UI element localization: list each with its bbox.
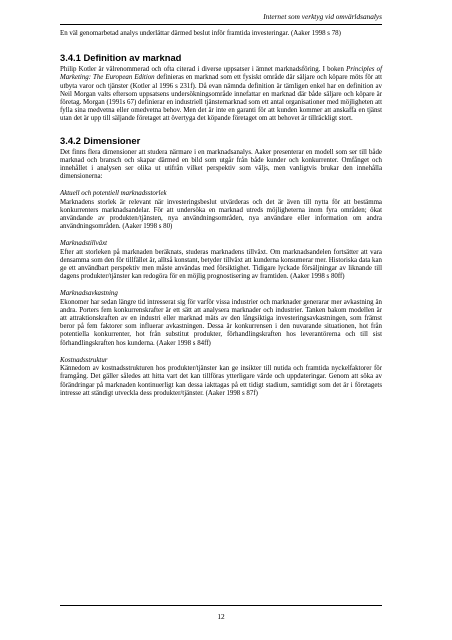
book-title: Principles of Marketing: The European Edition bbox=[60, 66, 383, 82]
subheading-market-return: Marknadsavkastning bbox=[60, 290, 118, 298]
definition-text-rest: definieras en marknad som ett fysiskt område där säljare och köpare möts för att utbyta varor och tjänster (Kotler al 1996 s 231f). Då evan nämnda definition är tämligen enkel har en definition av Neil Morgan valts eftersom uppsatsens undersökningsområde innefattar en marknad där både säljare och köpare är företag. Morgan (1991s 67) definierar en industriell tjänstemarknad som ett antal organisationer med möjligheten att fylla sina medvetna eller omedvetna behov. Men det är inte en garanti för att kunden kommer att anskaffa en tjänst utan det är upp till säljande företaget att övertyga det köpande företaget om att behovet är tillräckligt stort. bbox=[60, 74, 382, 123]
header-divider bbox=[60, 24, 382, 25]
market-size-paragraph: Marknadens storlek är relevant när investeringsbeslut utvärderas och det är även till nytta för att bestämma konkurrenters marknadsandelar. För att undersöka en marknad utreds möjligheterna inom fyra områden; ökat användande av produkten/tjänsten, nya användningsområden, nya användare eller information om andra användningsområden. (Aaker 1998 s 80) bbox=[60, 198, 382, 231]
cost-structure-paragraph: Kännedom av kostnadsstrukturen hos produkter/tjänster kan ge insikter till nutida och framtida nyckelfaktorer för framgång. Det gäller således att hitta vart det kan tillföras ytterligare värde och uppdateringar. Genom att söka av förändringar på marknaden kontinuerligt kan dessa iakttagas på ett tidigt stadium, samtidigt som det är i företagets intresse att ständigt utveckla dess produkter/tjänster. (Aaker 1998 s 87f) bbox=[60, 365, 382, 397]
footer-divider bbox=[60, 605, 382, 606]
page-number: 12 bbox=[217, 612, 225, 621]
subheading-market-size: Aktuell och potentiell marknadsstorlek bbox=[60, 190, 167, 198]
running-header: Internet som verktyg vid omvärldsanalys bbox=[263, 12, 382, 21]
intro-paragraph: En väl genomarbetad analys underlättar därmed beslut inför framtida investeringar. (Aaker 1998 s 78) bbox=[60, 30, 341, 37]
section-heading-dimensions: 3.4.2 Dimensioner bbox=[60, 134, 141, 146]
dimensions-intro-paragraph: Det finns flera dimensioner att studera närmare i en marknadsanalys. Aaker presenterar en modell som ser till både marknad och bransch och skapar därmed en bild som utgår från både kunder och konkurrenter. Omfånget och innehållet i analysen ser olika ut utifrån vilket perspektiv som väljs, men vanligtvis brukar den innehålla dimensionerna: bbox=[60, 148, 382, 181]
definition-text-start: Philip Kotler är välrenommerad och ofta citerad i diverse uppsatser i ämnet marknadsföring. I boken bbox=[60, 66, 347, 74]
market-return-paragraph: Ekonomer har sedan längre tid intresserat sig för varför vissa industrier och marknader generarar mer avkastning än andra. Porters fem konkurrenskrafter är ett sätt att analysera marknader och industrier. Tanken bakom modellen är att attraktionskraften av en industri eller marknad mäts av den långsiktiga investeringsavkastningen, som främst beror på fem faktorer som influerar avkastningen. Dessa är konkurrensen i den nuvarande situationen, hot från potentiella konkurrenter, hot från substitut produkter, förhandlingskraften hos leverantörerna och till sist förhandlingskraften hos kunderna. (Aaker 1998 s 84ff) bbox=[60, 298, 382, 347]
section-heading-definition: 3.4.1 Definition av marknad bbox=[60, 52, 182, 64]
subheading-cost-structure: Kostnadsstruktur bbox=[60, 356, 108, 364]
subheading-market-growth: Marknadstillväxt bbox=[60, 240, 108, 248]
definition-paragraph bbox=[60, 66, 382, 123]
page-body bbox=[60, 30, 382, 398]
market-growth-paragraph: Efter att storleken på marknaden beräknats, studeras marknadens tillväxt. Om marknadsandelen fortsätter att vara densamma som den för tillfället är, alltså konstant, betyder tillväxt att kunderna konsumerar mer. Historiska data kan ge ett användbart perspektiv men måste användas med försiktighet. Tidigare lyckade försäljningar av liknande till dagens produkter/tjänster kan redogöra för en möjlig prognostisering av framtiden. (Aaker 1998 s 80ff) bbox=[60, 248, 382, 281]
